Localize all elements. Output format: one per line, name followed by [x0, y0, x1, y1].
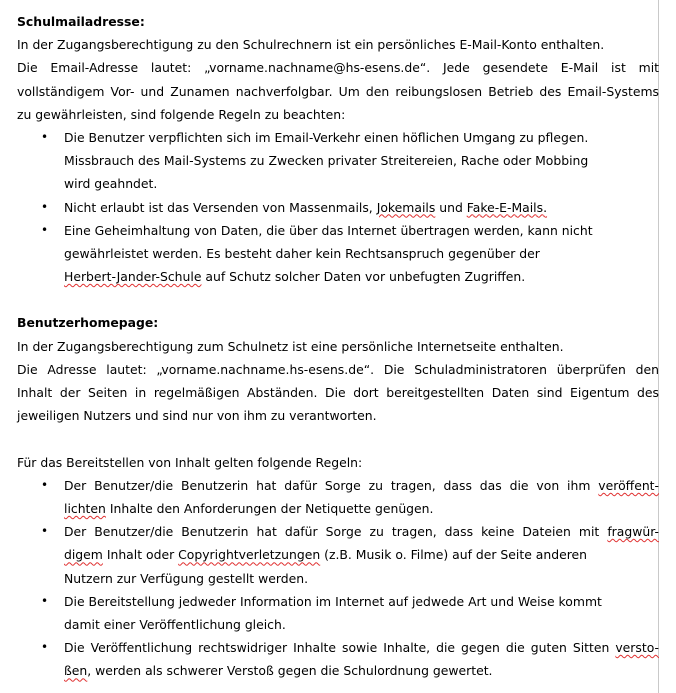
list-item-line: [64, 196, 659, 219]
spellcheck-word: Jokemails: [376, 199, 436, 215]
text-run: Der Benutzer/die Benutzerin hat dafür Sorge zu tragen, dass keine Dateien mit: [64, 524, 608, 540]
list-item-line: Missbrauch des Mail-Systems zu Zwecken privater Streitereien, Rache oder Mobbing: [64, 153, 589, 169]
list-item: [17, 126, 659, 196]
spellcheck-word: fragwür-: [607, 524, 659, 540]
list-item: [17, 219, 659, 289]
text-run: Nicht erlaubt ist das Versenden von Massenmails,: [64, 199, 377, 215]
bullet-icon: •: [41, 524, 49, 539]
spellcheck-word: ßen: [64, 663, 88, 679]
bullet-icon: •: [41, 129, 49, 144]
list-item: [17, 590, 659, 636]
text-run: Inhalt oder: [102, 547, 179, 563]
spellcheck-word: veröffent-: [598, 477, 659, 493]
paragraph-line: jeweiligen Nutzers und sind nur von ihm zu verantworten.: [17, 408, 377, 424]
list-item-line: [64, 543, 659, 566]
list-item-line: Nutzern zur Verfügung gestellt werden.: [64, 570, 309, 586]
page-margin: [659, 0, 676, 693]
paragraph-line: Für das Bereitstellen von Inhalt gelten folgende Regeln:: [17, 454, 363, 470]
section-heading-homepage: Benutzerhomepage:: [17, 315, 159, 331]
list-item-line: [64, 636, 659, 659]
text-run: Der Benutzer/die Benutzerin hat dafür Sorge zu tragen, dass das die von ihm: [64, 477, 599, 493]
list-item: [17, 474, 659, 520]
paragraph-line: zu gewährleisten, sind folgende Regeln zu beachten:: [17, 106, 346, 122]
text-run: und: [435, 199, 467, 215]
paragraph-line: Die Adresse lautet: „vorname.nachname.hs-esens.de“. Die Schuladministratoren überprüfen den: [17, 361, 659, 377]
bullet-icon: •: [41, 199, 49, 214]
list-item-line: wird geahndet.: [64, 176, 158, 192]
list-item-line: damit einer Veröffentlichung gleich.: [64, 616, 286, 632]
spellcheck-word: Herbert-Jander-Schule: [64, 269, 202, 285]
paragraph-line: vollständigem Vor- und Zunamen nachverfolgbar. Um den reibungslosen Betrieb des Email-Systems: [17, 83, 659, 99]
text-run: Die Veröffentlichung rechtswidriger Inhalte sowie Inhalte, die gegen die guten Sitten: [64, 640, 616, 656]
list-item: [17, 196, 659, 219]
text-run: , werden als schwerer Verstoß gegen die Schulordnung gewertet.: [87, 663, 493, 679]
list-item-line: Die Bereitstellung jedweder Information im Internet auf jedwede Art und Weise kommt: [64, 593, 602, 609]
list-item-line: [64, 520, 659, 543]
bullet-icon: •: [41, 477, 49, 492]
spellcheck-word: lichten: [64, 500, 106, 516]
list-item-line: Die Benutzer verpflichten sich im Email-Verkehr einen höflichen Umgang zu pflegen.: [64, 129, 589, 145]
paragraph-line: Inhalt der Seiten in regelmäßigen Abständen. Die dort bereitgestellten Daten sind Eigentum des: [17, 385, 659, 400]
list-item-line: Eine Geheimhaltung von Daten, die über das Internet übertragen werden, kann nicht: [64, 222, 593, 238]
list-item-line: [64, 265, 659, 288]
spellcheck-word: versto-: [615, 640, 659, 656]
list-item-line: gewährleistet werden. Es besteht daher kein Rechtsanspruch gegenüber der: [64, 245, 540, 261]
paragraph-line: In der Zugangsberechtigung zu den Schulrechnern ist ein persönliches E-Mail-Konto enthalten.: [17, 37, 605, 53]
paragraph-line: Die Email-Adresse lautet: „vorname.nachname@hs-esens.de“. Jede gesendete E-Mail ist mit: [17, 60, 659, 76]
paragraph-line: In der Zugangsberechtigung zum Schulnetz ist eine persönliche Internetseite enthalten.: [17, 338, 564, 354]
spacer: [17, 427, 659, 450]
text-run: auf Schutz solcher Daten vor unbefugten Zugriffen.: [201, 269, 526, 285]
section-heading-schulmail: Schulmailadresse:: [17, 14, 145, 29]
text-run: Inhalte den Anforderungen der Netiquette genügen.: [105, 500, 434, 516]
list-item-line: [64, 497, 659, 520]
list-item-line: [64, 659, 659, 682]
list-item-line: [64, 474, 659, 497]
spellcheck-word: Copyrightverletzungen: [178, 547, 321, 563]
spellcheck-word: Fake-E-Mails.: [466, 199, 548, 215]
list-item: [17, 636, 659, 682]
spacer: [17, 288, 659, 311]
document-body: [17, 10, 659, 682]
list-item: [17, 520, 659, 590]
bullet-icon: •: [41, 222, 49, 237]
text-run: (z.B. Musik o. Filme) auf der Seite anderen: [320, 547, 588, 563]
spellcheck-word: digem: [64, 547, 103, 563]
bullet-icon: •: [41, 593, 49, 608]
bullet-icon: •: [41, 640, 49, 655]
